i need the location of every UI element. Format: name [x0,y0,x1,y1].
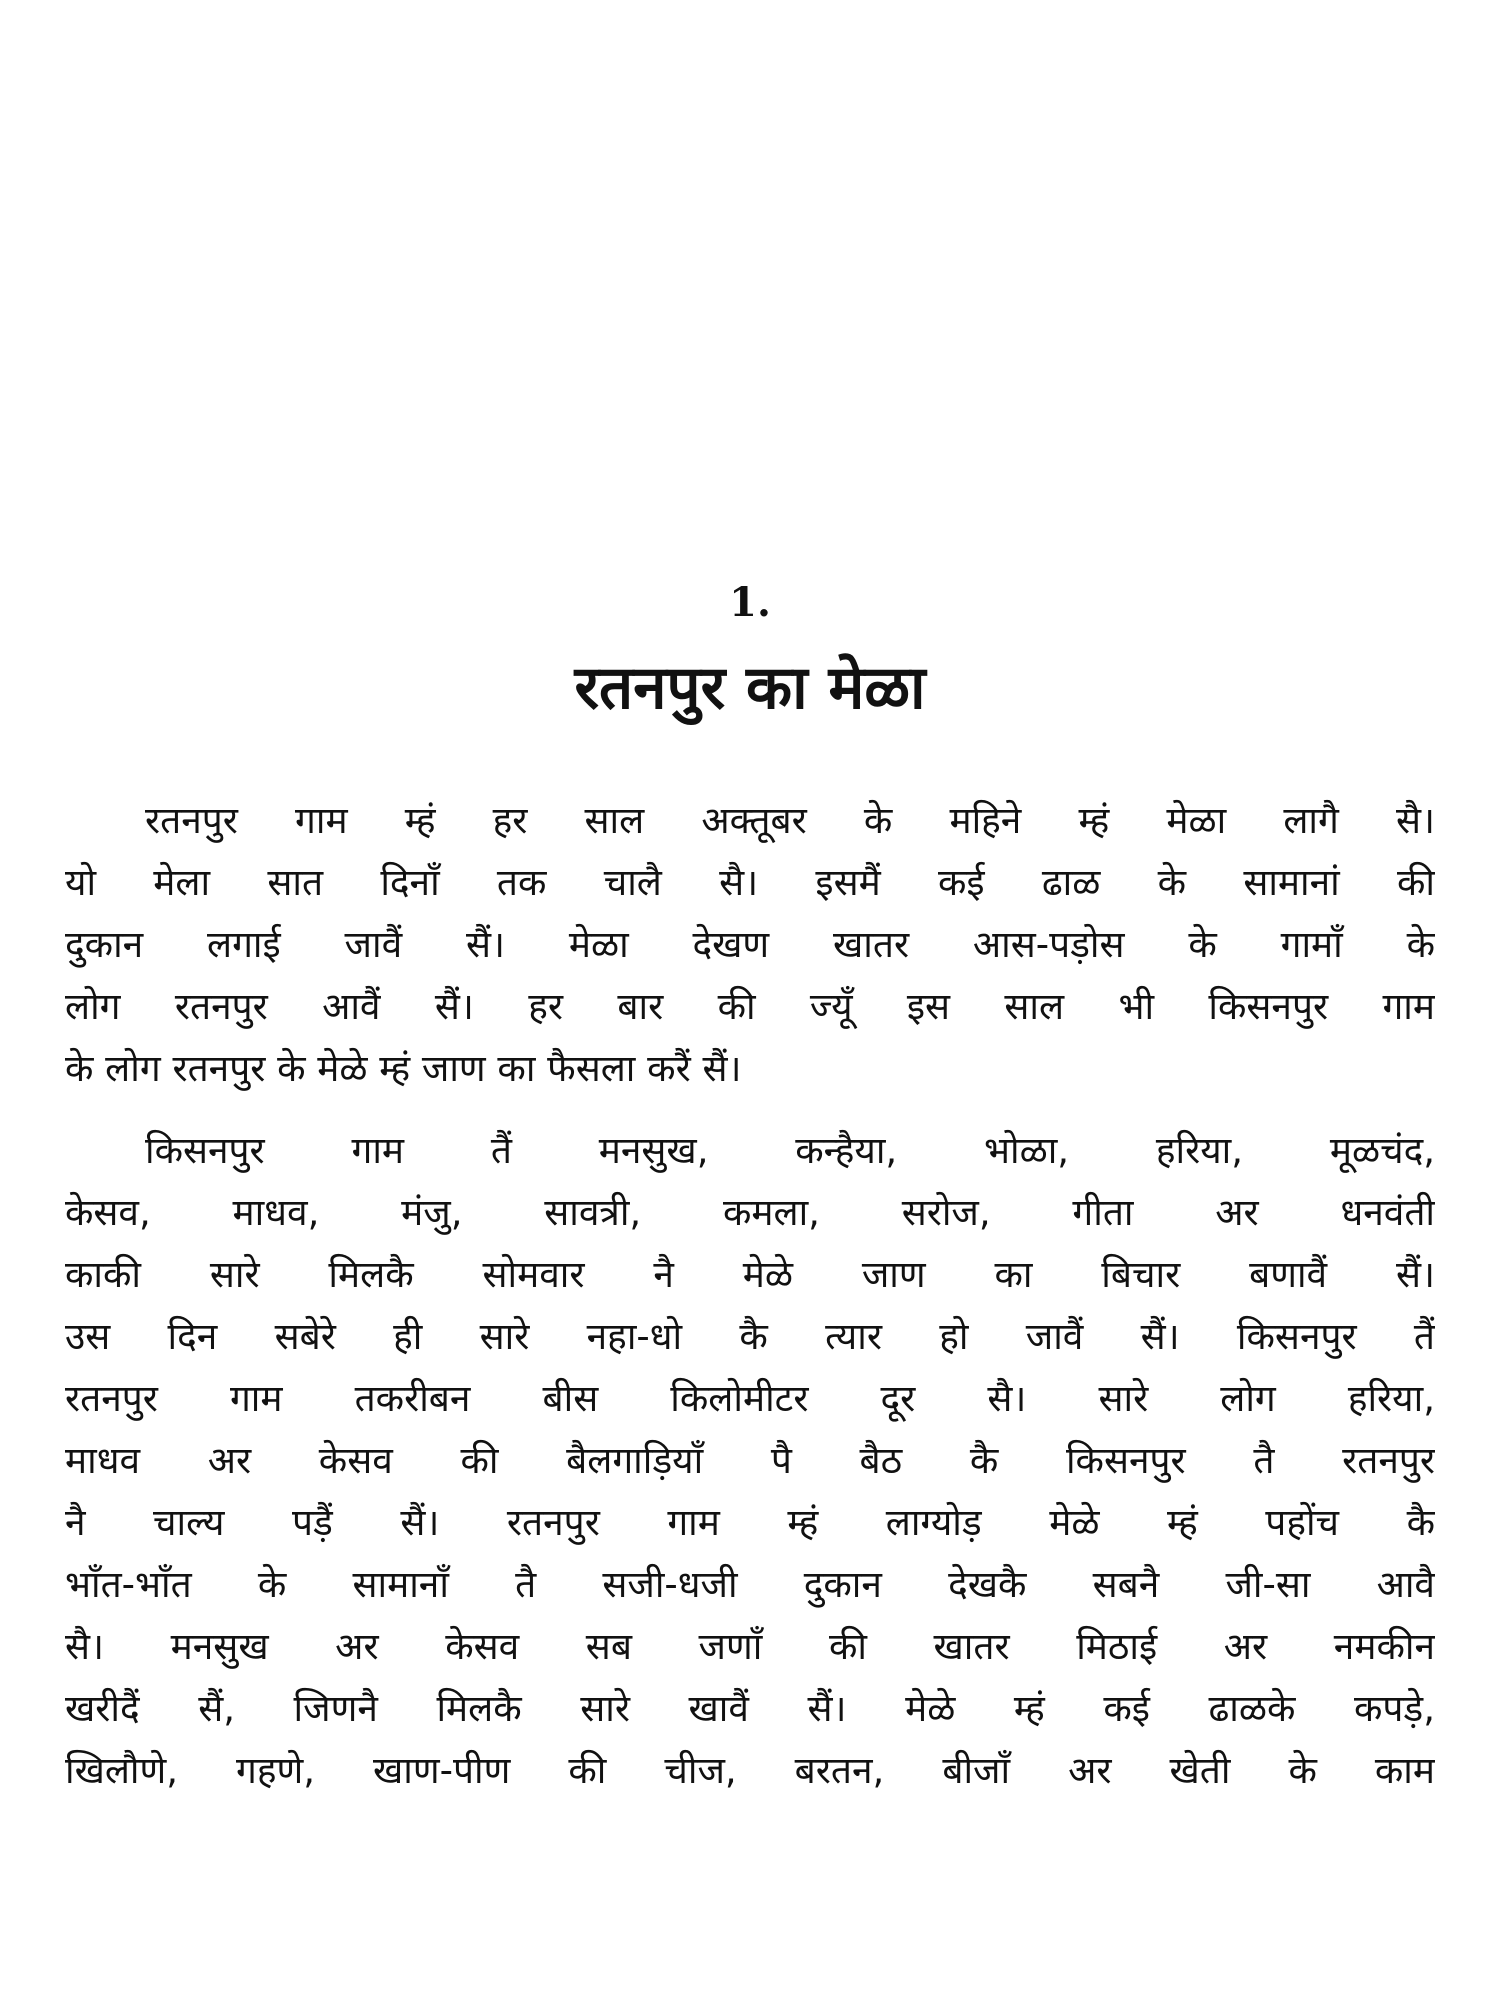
text-line: रतनपुर गाम तकरीबन बीस किलोमीटर दूर सै। सारे लोग हरिया, [65,1377,1435,1420]
chapter-number: 1. [729,579,771,626]
text-line: नै चाल्य पड़ैं सैं। रतनपुर गाम म्हं लाग्योड़ मेळे म्हं पहोंच कै [65,1501,1435,1544]
text-line: यो मेला सात दिनाँ तक चालै सै। इसमैं कई ढाळ के सामानां की [65,861,1435,904]
text-line: भाँत-भाँत के सामानाँ तै सजी-धजी दुकान देखकै सबनै जी-सा आवै [65,1563,1435,1606]
text-line: खरीदैं सैं, जिणनै मिलकै सारे खावैं सैं। मेळे म्हं कई ढाळके कपड़े, [65,1687,1435,1730]
text-line: रतनपुर गाम म्हं हर साल अक्तूबर के महिने म्हं मेळा लागै सै। [145,799,1435,842]
text-line: माधव अर केसव की बैलगाड़ियाँ पै बैठ कै किसनपुर तै रतनपुर [65,1439,1435,1482]
text-line: किसनपुर गाम तैं मनसुख, कन्हैया, भोळा, हरिया, मूळचंद, [145,1129,1435,1172]
text-line: काकी सारे मिलकै सोमवार नै मेळे जाण का बिचार बणावैं सैं। [65,1253,1435,1296]
chapter-title: रतनपुर का मेळा [574,653,926,723]
text-line: के लोग रतनपुर के मेळे म्हं जाण का फैसला करैं सैं। [65,1047,742,1090]
text-line: केसव, माधव, मंजु, सावत्री, कमला, सरोज, गीता अर धनवंती [65,1191,1435,1234]
paragraph-2 [65,1120,1435,1802]
text-line: लोग रतनपुर आवैं सैं। हर बार की ज्यूँ इस साल भी किसनपुर गाम [65,985,1435,1028]
text-line: दुकान लगाई जावैं सैं। मेळा देखण खातर आस-पड़ोस के गामाँ के [65,923,1435,966]
text-line: उस दिन सबेरे ही सारे नहा-धो कै त्यार हो जावैं सैं। किसनपुर तैं [65,1315,1435,1358]
text-line: खिलौणे, गहणे, खाण-पीण की चीज, बरतन, बीजाँ अर खेती के काम [65,1749,1435,1792]
text-line: सै। मनसुख अर केसव सब जणाँ की खातर मिठाई अर नमकीन [65,1625,1435,1668]
paragraph-1 [65,790,1435,1100]
